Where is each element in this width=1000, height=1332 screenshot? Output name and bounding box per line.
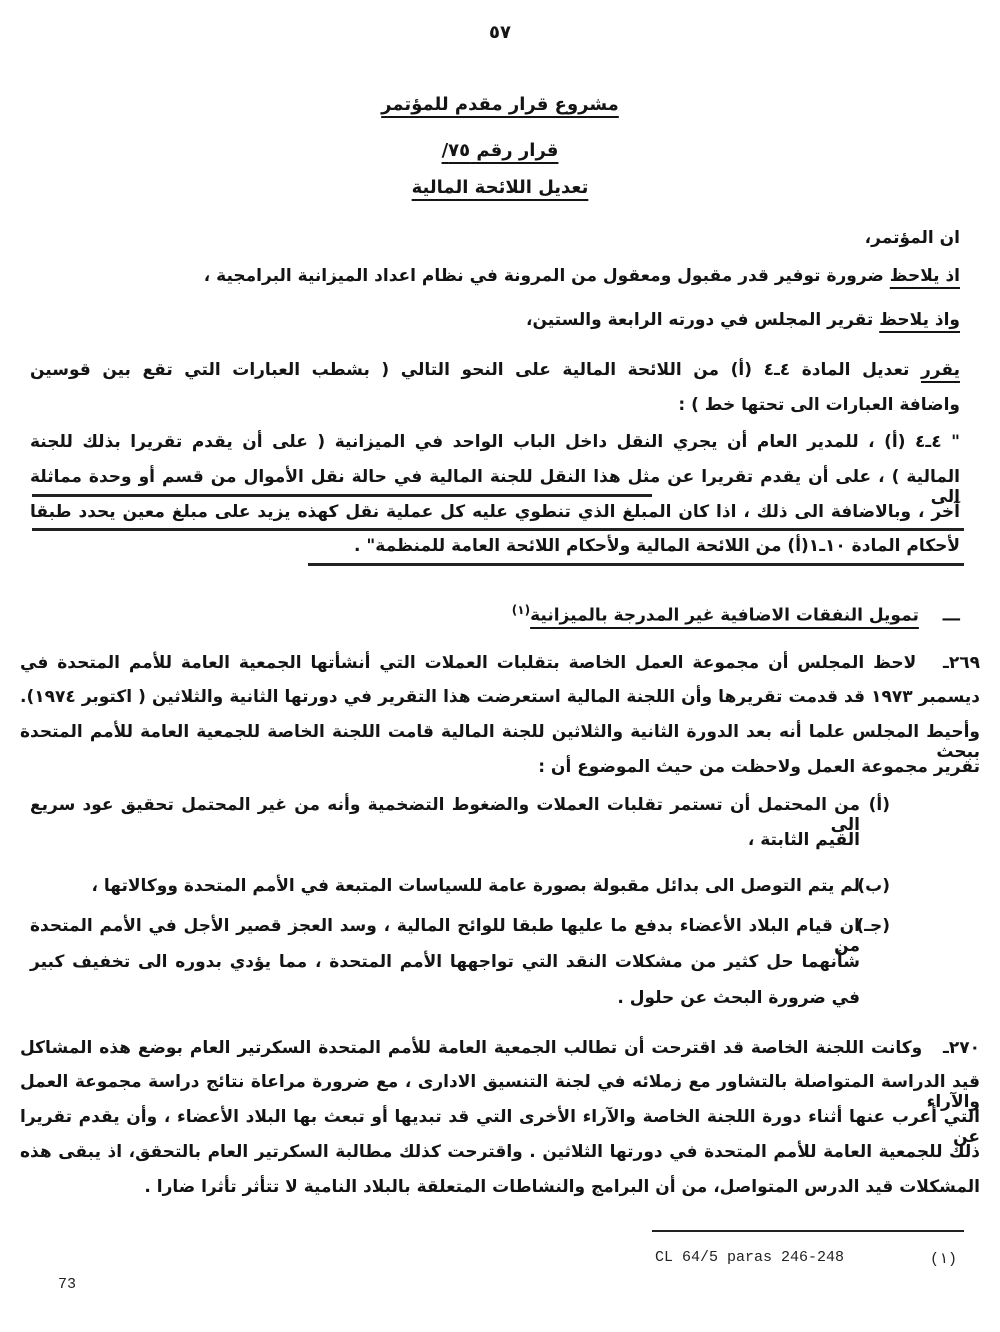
amendment-underline-3 (32, 528, 964, 531)
amendment-line-1: " ٤ـ٤ (أ) ، للمدير العام أن يجري النقل داخل الباب الواحد في الميزانية ( على أن يقدم تقريرا بذلك للجنة (30, 432, 960, 452)
clause-2-lead: واذ يلاحظ (879, 310, 960, 330)
amendment-underline-2 (32, 494, 652, 497)
preamble-clause-1 (204, 266, 960, 286)
para-269-line-1 (20, 653, 980, 673)
item-c-line-2: شأنهما حل كثير من مشكلات النقد التي تواجهها الأمم المتحدة ، مما يؤدي بدوره الى تخفيف كبير (30, 952, 860, 972)
folio-number: 73 (58, 1276, 77, 1293)
para-269-number: ٢٦٩ـ (943, 653, 980, 673)
para-269-line-2: ديسمبر ١٩٧٣ قد قدمت تقريرها وأن اللجنة المالية استعرضت هذا التقرير في دورتها الثانية والثلاثين ( اكتوبر ١٩٧٤). (20, 687, 980, 707)
document-title-text: مشروع قرار مقدم للمؤتمر (381, 94, 619, 115)
amendment-line-2: المالية ) ، على أن يقدم تقريرا عن مثل هذا النقل للجنة المالية في حالة نقل الأموال من قسم أو وحدة مماثلة الى (30, 467, 960, 507)
amendment-underline-4 (308, 563, 964, 566)
item-b-line-1: لم يتم التوصل الى بدائل مقبولة بصورة عامة للسياسات المتبعة في الأمم المتحدة ووكالاتها ، (91, 876, 860, 896)
para-269-line-3: وأحيط المجلس علما أنه بعد الدورة الثانية والثلاثين للجنة المالية قامت اللجنة الخاصة للجمعية العامة للأمم المتحدة ببحث (20, 722, 980, 762)
para-270-text-1: وكانت اللجنة الخاصة قد اقترحت أن تطالب الجمعية العامة للأمم المتحدة السكرتير العام بوضع هذه المشاكل (20, 1038, 923, 1058)
item-a-label: (أ) (868, 795, 890, 815)
section-heading-text: تمويل النفقات الاضافية غير المدرجة بالميزانية (530, 605, 919, 626)
item-c-line-1: ان قيام البلاد الأعضاء بدفع ما عليها طبقا للوائح المالية ، وسد العجز قصير الأجل في الأمم المتحدة من (30, 916, 860, 956)
para-270-line-1 (20, 1038, 980, 1058)
resolution-subject-text: تعديل اللائحة المالية (411, 177, 589, 198)
section-heading (512, 603, 960, 626)
section-dash: ـــ (942, 605, 960, 626)
para-270-line-5: المشكلات قيد الدرس المتواصل، من أن البرامج والنشاطات المتعلقة بالبلاد النامية لا تتأثر تأثرا ضارا . (144, 1177, 980, 1197)
amendment-line-4: لأحكام المادة ١٠ـ١(أ) من اللائحة المالية ولأحكام اللائحة العامة للمنظمة" . (354, 536, 960, 556)
decides-line-2: واضافة العبارات الى تحتها خط ) : (678, 395, 960, 415)
para-269-line-4: تقرير مجموعة العمل ولاحظت من حيث الموضوع أن : (538, 757, 980, 777)
footnote-separator (652, 1230, 964, 1232)
clause-1-text: ضرورة توفير قدر مقبول ومعقول من المرونة في نظام اعداد الميزانية البرامجية ، (203, 266, 884, 286)
resolution-number (300, 140, 700, 161)
clause-2-text: تقرير المجلس في دورته الرابعة والستين، (525, 310, 874, 330)
preamble-opening: ان المؤتمر، (864, 228, 960, 248)
document-title (300, 94, 700, 115)
clause-1-lead: اذ يلاحظ (889, 266, 960, 286)
para-270-line-3: التي أعرب عنها أثناء دورة اللجنة الخاصة والآراء الأخرى التي قد تبديها أو تبعث بها البلاد الأعضاء ، وأن يقدم تقريرا عن (20, 1107, 980, 1147)
para-269-text-1: لاحظ المجلس أن مجموعة العمل الخاصة بتقلبات العملات التي أنشأتها الجمعية العامة للأمم المتحدة في (20, 653, 917, 673)
decides-lead: يقرر (921, 360, 960, 380)
footnote-text: CL 64/5 paras 246-248 (655, 1249, 845, 1266)
decides-line-1 (30, 360, 960, 380)
resolution-subject (300, 177, 700, 198)
footnote-reference: (١) (511, 603, 531, 617)
resolution-number-text: قرار رقم ٧٥/ (441, 140, 559, 161)
item-c-label: (جـ) (856, 916, 890, 936)
para-270-line-2: قيد الدراسة المتواصلة بالتشاور مع زملائه في لجنة التنسيق الادارى ، مع ضرورة مراعاة نتائج دراسة مجموعة العمل والآراء (20, 1072, 980, 1112)
decides-text-1: تعديل المادة ٤ـ٤ (أ) من اللائحة المالية على النحو التالي ( بشطب العبارات التي تقع بين قوسين (30, 360, 910, 380)
preamble-clause-2 (526, 310, 960, 330)
footnote-marker: (١) (930, 1251, 958, 1268)
amendment-line-3: آخر ، وبالاضافة الى ذلك ، اذا كان المبلغ الذي تنطوي عليه كل عملية نقل كهذه يزيد على مبلغ معين يحدد طبقا (30, 502, 960, 522)
item-a-line-2: القيم الثابتة ، (747, 830, 860, 850)
para-270-number: ٢٧٠ـ (943, 1038, 980, 1058)
para-270-line-4: ذلك للجمعية العامة للأمم المتحدة في دورتها الثلاثين . واقترحت كذلك مطالبة السكرتير العام بالتحقق، اذ يبقى هذه (20, 1142, 980, 1162)
item-a-line-1: من المحتمل أن تستمر تقلبات العملات والضغوط التضخمية وأنه من غير المحتمل تحقيق عود سريع الى (30, 795, 860, 835)
arabic-page-number: ٥٧ (489, 22, 511, 43)
item-c-line-3: في ضرورة البحث عن حلول . (617, 988, 860, 1008)
item-b-label: (ب) (857, 876, 890, 896)
